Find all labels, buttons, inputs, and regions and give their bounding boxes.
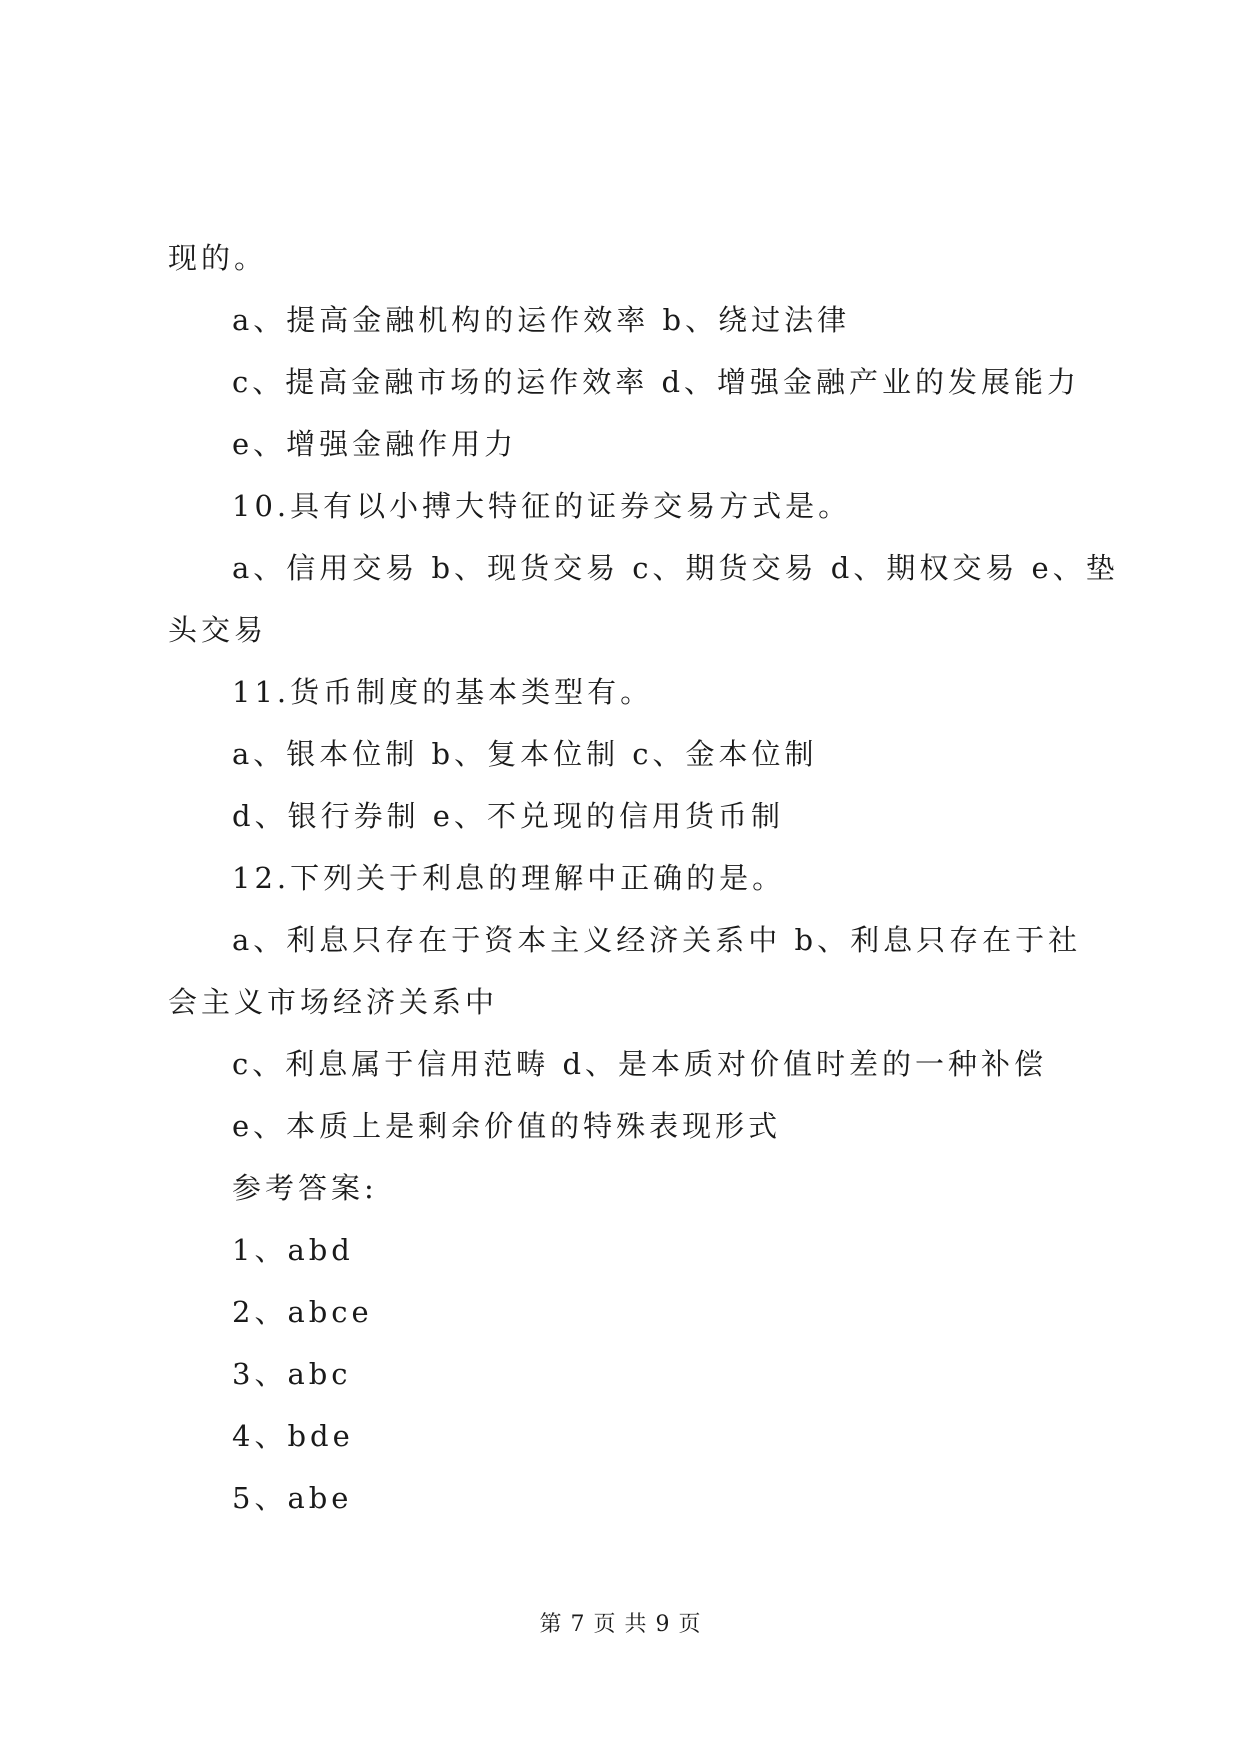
question-heading: 12.下列关于利息的理解中正确的是。 bbox=[232, 861, 786, 895]
text-line: e、本质上是剩余价值的特殊表现形式 bbox=[232, 1109, 782, 1143]
text-line: a、银本位制 b、复本位制 c、金本位制 bbox=[232, 737, 818, 771]
question-heading: 11.货币制度的基本类型有。 bbox=[232, 675, 654, 709]
question-heading: 10.具有以小搏大特征的证券交易方式是。 bbox=[232, 489, 852, 523]
text-line: c、利息属于信用范畴 d、是本质对价值时差的一种补偿 bbox=[232, 1047, 1048, 1081]
answer-item: 1、abd bbox=[232, 1233, 354, 1267]
text-line: 会主义市场经济关系中 bbox=[168, 985, 499, 1019]
answer-item: 4、bde bbox=[232, 1419, 354, 1453]
answer-item: 3、abc bbox=[232, 1357, 352, 1391]
answer-item: 5、abe bbox=[232, 1481, 353, 1515]
text-line: 现的。 bbox=[168, 241, 268, 275]
text-line: d、银行券制 e、不兑现的信用货币制 bbox=[232, 799, 784, 833]
answer-item: 2、abce bbox=[232, 1295, 373, 1329]
text-line: a、提高金融机构的运作效率 b、绕过法律 bbox=[232, 303, 851, 337]
page-footer: 第 7 页 共 9 页 bbox=[539, 1612, 702, 1637]
text-line: c、提高金融市场的运作效率 d、增强金融产业的发展能力 bbox=[232, 365, 1081, 399]
text-line: e、增强金融作用力 bbox=[232, 427, 518, 461]
answers-heading: 参考答案: bbox=[232, 1171, 378, 1205]
text-line: a、信用交易 b、现货交易 c、期货交易 d、期权交易 e、垫 bbox=[232, 551, 1119, 585]
text-line: a、利息只存在于资本主义经济关系中 b、利息只存在于社 bbox=[232, 923, 1082, 957]
text-line: 头交易 bbox=[168, 613, 268, 647]
